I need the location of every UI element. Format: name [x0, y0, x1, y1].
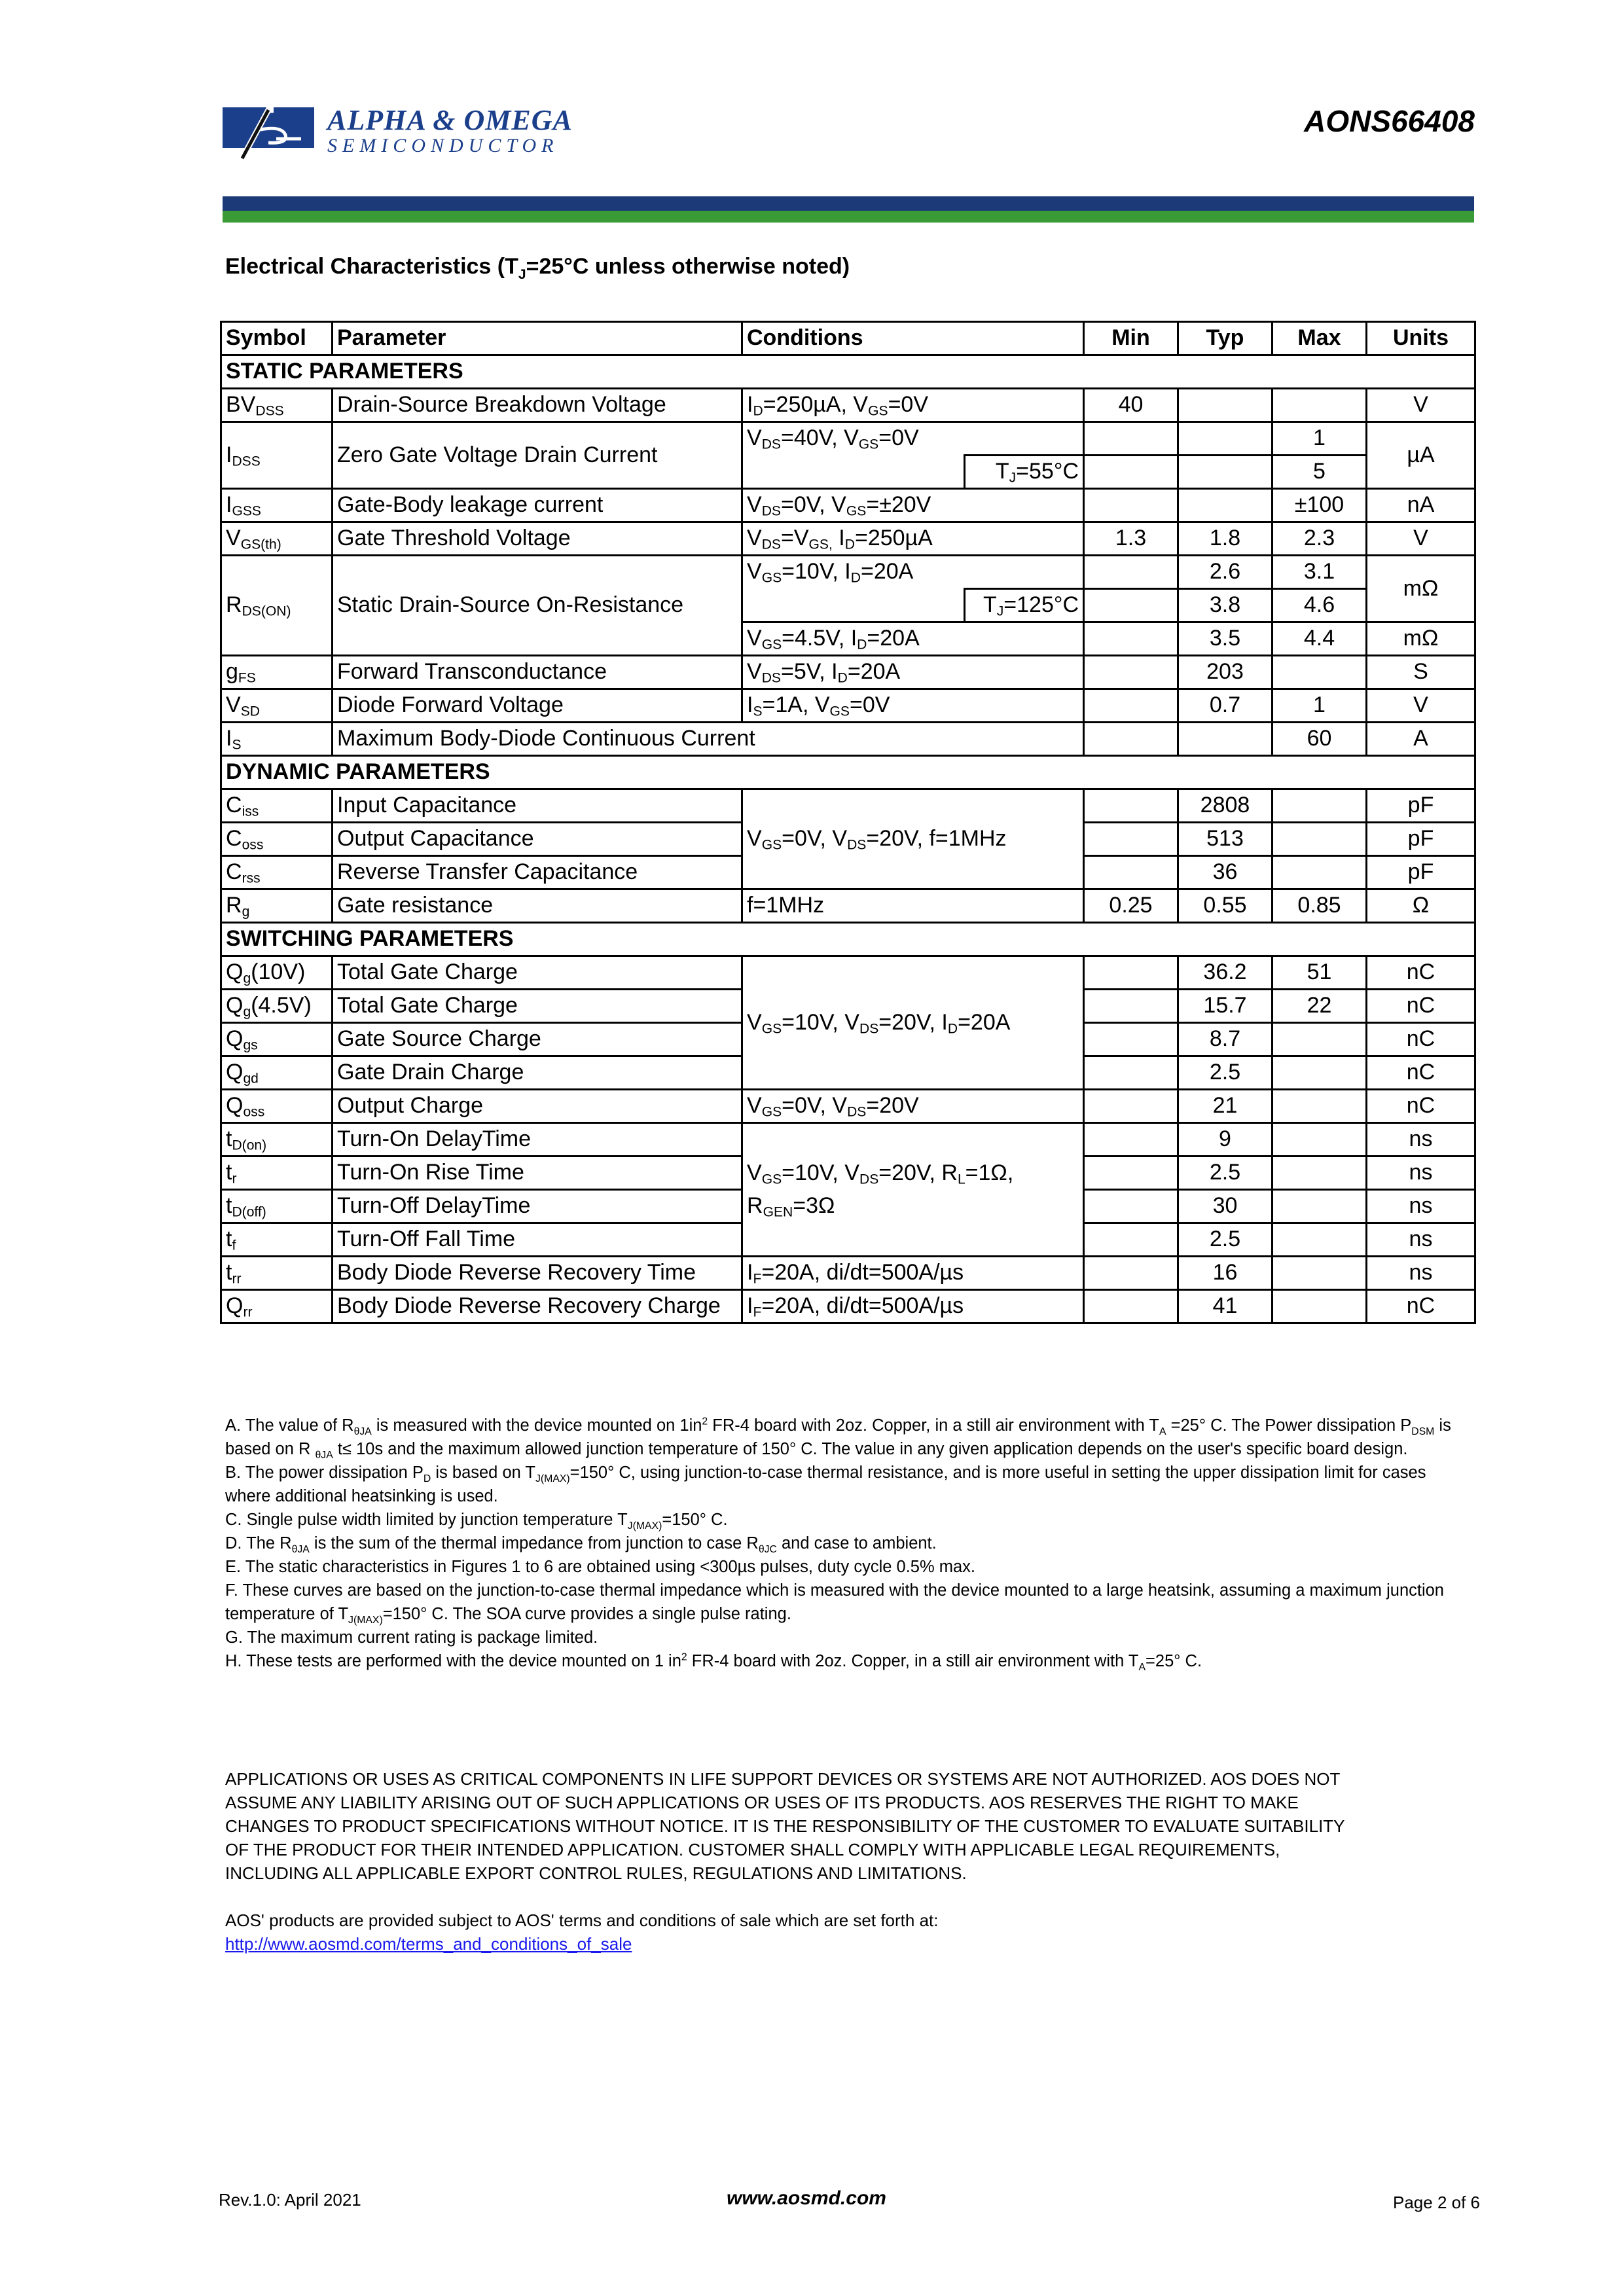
min-cell	[1084, 856, 1178, 889]
max-cell: 4.6	[1272, 589, 1367, 622]
units-cell: nC	[1367, 1023, 1475, 1056]
typ-cell: 41	[1178, 1290, 1272, 1323]
company-subtitle: SEMICONDUCTOR	[327, 135, 559, 156]
conditions-spacer	[742, 456, 965, 489]
symbol-cell: $Q_{rr}$	[221, 1290, 333, 1323]
units-cell: nC	[1367, 1056, 1475, 1090]
note-h: H. These tests are performed with the device mounted on 1 $in^2$ FR-4 board with 2oz. Copper, in a still air environment with $T_A=25^\circ$ C.	[225, 1651, 1202, 1674]
conditions-cell: $I_F=20A$, di/dt=500A/µs	[742, 1257, 1084, 1290]
conditions-cell: $V_{GS}=10V$, $I_D=20A$	[742, 556, 1084, 589]
parameter-cell: Turn-On Rise Time	[333, 1157, 742, 1190]
symbol-cell: $C_{rss}$	[221, 856, 333, 889]
min-cell	[1084, 1023, 1178, 1056]
max-cell	[1272, 1123, 1367, 1157]
symbol-cell: $Q_g(4.5V)$	[221, 990, 333, 1023]
max-cell	[1272, 823, 1367, 856]
typ-cell	[1178, 723, 1272, 756]
units-cell: Ω	[1367, 889, 1475, 923]
header-symbol: Symbol	[221, 322, 333, 355]
min-cell	[1084, 723, 1178, 756]
table-row-qoss	[221, 1090, 1475, 1123]
parameter-cell: Static Drain-Source On-Resistance	[333, 556, 742, 656]
table-row-rdson-10v	[221, 556, 1475, 589]
disclaimer-line: APPLICATIONS OR USES AS CRITICAL COMPONENTS IN LIFE SUPPORT DEVICES OR SYSTEMS ARE NOT AUTHORIZED. AOS DOES NOT	[225, 1769, 1341, 1789]
parameter-cell: Zero Gate Voltage Drain Current	[333, 422, 742, 489]
symbol-cell: $t_r$	[221, 1157, 333, 1190]
units-cell: ns	[1367, 1123, 1475, 1157]
max-cell	[1272, 1090, 1367, 1123]
note-a: A. The value of $R_{\theta JA}$ is measured with the device mounted on $1in^2$ FR-4 board with 2oz. Copper, in a still air environment with $T_A =25^\circ$ C. The Power dissipation $P_{DSM}$ is based on R $_{\theta JA}$ t≤ 10s and the maximum allowed junction temperature of 150° C. The value in any given application depends on the user's specific board design.	[225, 1416, 1451, 1462]
symbol-cell: $Q_g(10V)$	[221, 956, 333, 990]
typ-cell: 15.7	[1178, 990, 1272, 1023]
table-row-tdon	[221, 1123, 1475, 1157]
symbol-cell: $V_{GS(th)}$	[221, 522, 333, 556]
header-max: Max	[1272, 322, 1367, 355]
units-cell: ns	[1367, 1190, 1475, 1223]
min-cell	[1084, 956, 1178, 990]
conditions-cell: $I_D=250\mu A$, $V_{GS}=0V$	[742, 389, 1084, 422]
conditions-cell: $V_{DS}=40V$, $V_{GS}=0V$	[742, 422, 1084, 456]
conditions-spacer	[742, 589, 965, 622]
typ-cell: 8.7	[1178, 1023, 1272, 1056]
min-cell	[1084, 1056, 1178, 1090]
header-band-blue	[223, 196, 1474, 211]
symbol-cell: $BV_{DSS}$	[221, 389, 333, 422]
min-cell	[1084, 656, 1178, 689]
conditions-cell: $V_{GS}=0V$, $V_{DS}=20V$, f=1MHz	[742, 789, 1084, 889]
units-cell: ns	[1367, 1157, 1475, 1190]
conditions-tj-cell: $T_J=55^\circ C$	[965, 456, 1084, 489]
conditions-cell: $V_{DS}=0V$, $V_{GS}=\pm 20V$	[742, 489, 1084, 522]
parameter-cell: Gate resistance	[333, 889, 742, 923]
symbol-cell: $Q_{oss}$	[221, 1090, 333, 1123]
units-cell: pF	[1367, 823, 1475, 856]
conditions-cell: f=1MHz	[742, 889, 1084, 923]
parameter-cell: Input Capacitance	[333, 789, 742, 823]
footer-revision: Rev.1.0: April 2021	[219, 2190, 361, 2210]
table-header-row	[221, 322, 1475, 355]
header-parameter: Parameter	[333, 322, 742, 355]
footer-page-number: Page 2 of 6	[1393, 2193, 1480, 2212]
symbol-cell: $C_{iss}$	[221, 789, 333, 823]
table-row-igss	[221, 489, 1475, 522]
min-cell	[1084, 1190, 1178, 1223]
disclaimer-line: INCLUDING ALL APPLICABLE EXPORT CONTROL RULES, REGULATIONS AND LIMITATIONS.	[225, 1863, 967, 1883]
terms-text: AOS' products are provided subject to AOS' terms and conditions of sale which are set forth at:	[225, 1910, 939, 1930]
parameter-cell: Output Capacitance	[333, 823, 742, 856]
symbol-cell: $I_{GSS}$	[221, 489, 333, 522]
max-cell: 5	[1272, 456, 1367, 489]
units-cell: nC	[1367, 1290, 1475, 1323]
min-cell	[1084, 1223, 1178, 1257]
units-cell: nC	[1367, 990, 1475, 1023]
section-title: Electrical Characteristics ($T_J=25^\circ C$ unless otherwise noted)	[225, 254, 850, 282]
parameter-cell: Gate Drain Charge	[333, 1056, 742, 1090]
max-cell: 0.85	[1272, 889, 1367, 923]
max-cell	[1272, 389, 1367, 422]
parameter-cell: Gate-Body leakage current	[333, 489, 742, 522]
note-g: G. The maximum current rating is package limited.	[225, 1628, 598, 1647]
typ-cell: 30	[1178, 1190, 1272, 1223]
min-cell: 40	[1084, 389, 1178, 422]
typ-cell: 2.5	[1178, 1056, 1272, 1090]
table-row-trr	[221, 1257, 1475, 1290]
conditions-cell: $V_{GS}=10V$, $V_{DS}=20V$, $I_D=20A$	[742, 956, 1084, 1090]
parameter-cell: Forward Transconductance	[333, 656, 742, 689]
max-cell: 1	[1272, 422, 1367, 456]
typ-cell	[1178, 422, 1272, 456]
symbol-cell: $t_{D(off)}$	[221, 1190, 333, 1223]
typ-cell: 0.55	[1178, 889, 1272, 923]
section-row	[221, 756, 1475, 789]
conditions-cell: $V_{DS}=V_{GS,}$ $I_D=250\mu A$	[742, 522, 1084, 556]
typ-cell	[1178, 489, 1272, 522]
typ-cell: 2808	[1178, 789, 1272, 823]
symbol-cell: $I_S$	[221, 723, 333, 756]
max-cell: 1	[1272, 689, 1367, 723]
typ-cell: 0.7	[1178, 689, 1272, 723]
symbol-cell: $Q_{gd}$	[221, 1056, 333, 1090]
units-cell: S	[1367, 656, 1475, 689]
typ-cell: 36	[1178, 856, 1272, 889]
note-d: D. The $R_{\theta JA}$ is the sum of the thermal impedance from junction to case $R_{\theta JC}$ and case to ambient.	[225, 1534, 937, 1556]
max-cell: 22	[1272, 990, 1367, 1023]
footer-website[interactable]: www.aosmd.com	[727, 2187, 886, 2209]
parameter-cell: Gate Source Charge	[333, 1023, 742, 1056]
max-cell: 2.3	[1272, 522, 1367, 556]
symbol-cell: $t_f$	[221, 1223, 333, 1257]
table-row-qrr	[221, 1290, 1475, 1323]
parameter-cell: Gate Threshold Voltage	[333, 522, 742, 556]
section-row	[221, 923, 1475, 956]
typ-cell	[1178, 456, 1272, 489]
part-number: AONS66408	[1304, 104, 1475, 138]
units-cell: V	[1367, 522, 1475, 556]
symbol-cell: $V_{SD}$	[221, 689, 333, 723]
note-e: E. The static characteristics in Figures 1 to 6 are obtained using <300µs pulses, duty cycle 0.5% max.	[225, 1558, 976, 1576]
conditions-cell: $V_{DS}=5V$, $I_D=20A$	[742, 656, 1084, 689]
typ-cell: 21	[1178, 1090, 1272, 1123]
typ-cell: 2.5	[1178, 1223, 1272, 1257]
section-row	[221, 355, 1475, 389]
min-cell	[1084, 823, 1178, 856]
header-min: Min	[1084, 322, 1178, 355]
section-switching: SWITCHING PARAMETERS	[221, 923, 1475, 956]
parameter-cell: Total Gate Charge	[333, 990, 742, 1023]
footnotes	[225, 1414, 1469, 1673]
max-cell	[1272, 656, 1367, 689]
symbol-cell: $R_g$	[221, 889, 333, 923]
min-cell	[1084, 456, 1178, 489]
max-cell	[1272, 1157, 1367, 1190]
max-cell	[1272, 1290, 1367, 1323]
disclaimer-line: ASSUME ANY LIABILITY ARISING OUT OF SUCH APPLICATIONS OR USES OF ITS PRODUCTS. AOS RESERVES THE RIGHT TO MAKE	[225, 1793, 1299, 1812]
max-cell	[1272, 1023, 1367, 1056]
min-cell	[1084, 556, 1178, 589]
section-static: STATIC PARAMETERS	[221, 355, 1475, 389]
table-row-idss	[221, 422, 1475, 456]
conditions-cell: $I_S=1A$, $V_{GS}=0V$	[742, 689, 1084, 723]
table-row-ciss	[221, 789, 1475, 823]
units-cell: pF	[1367, 856, 1475, 889]
units-cell: µA	[1367, 422, 1475, 489]
typ-cell: 513	[1178, 823, 1272, 856]
units-cell: V	[1367, 389, 1475, 422]
header-typ: Typ	[1178, 322, 1272, 355]
typ-cell	[1178, 389, 1272, 422]
max-cell: 51	[1272, 956, 1367, 990]
units-cell: mΩ	[1367, 622, 1475, 656]
units-cell: ns	[1367, 1257, 1475, 1290]
symbol-cell: $Q_{gs}$	[221, 1023, 333, 1056]
alpha-omega-logo-icon	[223, 103, 314, 161]
table-row-vsd	[221, 689, 1475, 723]
typ-cell: 2.6	[1178, 556, 1272, 589]
symbol-cell: $g_{FS}$	[221, 656, 333, 689]
header-conditions: Conditions	[742, 322, 1084, 355]
min-cell	[1084, 1157, 1178, 1190]
conditions-cell: $V_{GS}=0V$, $V_{DS}=20V$	[742, 1090, 1084, 1123]
parameter-cell: Turn-On DelayTime	[333, 1123, 742, 1157]
units-cell: nC	[1367, 1090, 1475, 1123]
table-row-vgsth	[221, 522, 1475, 556]
typ-cell: 9	[1178, 1123, 1272, 1157]
note-c: C. Single pulse width limited by junction temperature $T_{J(MAX)}=150^\circ$ C.	[225, 1511, 728, 1532]
typ-cell: 3.8	[1178, 589, 1272, 622]
symbol-cell: $R_{DS(ON)}$	[221, 556, 333, 656]
conditions-tj-cell: $T_J=125^\circ C$	[965, 589, 1084, 622]
table-row-is	[221, 723, 1475, 756]
electrical-characteristics-table	[220, 321, 1476, 1324]
disclaimer-line: CHANGES TO PRODUCT SPECIFICATIONS WITHOUT NOTICE. IT IS THE RESPONSIBILITY OF THE CUSTOMER TO EVALUATE SUITABILITY	[225, 1816, 1345, 1836]
min-cell	[1084, 1090, 1178, 1123]
min-cell	[1084, 422, 1178, 456]
parameter-cell: Diode Forward Voltage	[333, 689, 742, 723]
note-f: F. These curves are based on the junction-to-case thermal impedance which is measured with the device mounted to a large heatsink, assuming a maximum junction temperature of $T_{J(MAX)}=150^\circ$ C. The SOA curve provides a single pulse rating.	[225, 1581, 1444, 1626]
parameter-cell: Turn-Off DelayTime	[333, 1190, 742, 1223]
parameter-cell: Reverse Transfer Capacitance	[333, 856, 742, 889]
min-cell	[1084, 589, 1178, 622]
units-cell: nC	[1367, 956, 1475, 990]
parameter-cell: Output Charge	[333, 1090, 742, 1123]
units-cell: nA	[1367, 489, 1475, 522]
min-cell	[1084, 1123, 1178, 1157]
legal-disclaimer	[225, 1767, 1469, 1956]
units-cell: pF	[1367, 789, 1475, 823]
symbol-cell: $t_{rr}$	[221, 1257, 333, 1290]
symbol-cell: $I_{DSS}$	[221, 422, 333, 489]
min-cell	[1084, 489, 1178, 522]
units-cell: A	[1367, 723, 1475, 756]
company-logo	[223, 103, 314, 161]
table-row-qg-10v	[221, 956, 1475, 990]
conditions-cell: $I_F=20A$, di/dt=500A/µs	[742, 1290, 1084, 1323]
max-cell	[1272, 1257, 1367, 1290]
header-band-green	[223, 211, 1474, 223]
min-cell	[1084, 1257, 1178, 1290]
parameter-cell: Total Gate Charge	[333, 956, 742, 990]
table-row-bvdss	[221, 389, 1475, 422]
min-cell	[1084, 689, 1178, 723]
max-cell	[1272, 856, 1367, 889]
min-cell	[1084, 1290, 1178, 1323]
min-cell: 1.3	[1084, 522, 1178, 556]
parameter-cell: Body Diode Reverse Recovery Time	[333, 1257, 742, 1290]
typ-cell: 16	[1178, 1257, 1272, 1290]
max-cell	[1272, 1190, 1367, 1223]
company-name: ALPHA & OMEGA	[327, 104, 573, 136]
min-cell	[1084, 789, 1178, 823]
max-cell: 4.4	[1272, 622, 1367, 656]
disclaimer-line: OF THE PRODUCT FOR THEIR INTENDED APPLICATION. CUSTOMER SHALL COMPLY WITH APPLICABLE LEGAL REQUIREMENTS,	[225, 1840, 1280, 1859]
max-cell	[1272, 1056, 1367, 1090]
max-cell: ±100	[1272, 489, 1367, 522]
section-dynamic: DYNAMIC PARAMETERS	[221, 756, 1475, 789]
typ-cell: 203	[1178, 656, 1272, 689]
parameter-cell: Turn-Off Fall Time	[333, 1223, 742, 1257]
max-cell: 3.1	[1272, 556, 1367, 589]
symbol-cell: $C_{oss}$	[221, 823, 333, 856]
conditions-cell: $V_{GS}=10V$, $V_{DS}=20V$, $R_L=1\Omega$, $R_{GEN}=3\Omega$	[742, 1123, 1084, 1257]
header-units: Units	[1367, 322, 1475, 355]
units-cell: V	[1367, 689, 1475, 723]
typ-cell: 1.8	[1178, 522, 1272, 556]
typ-cell: 2.5	[1178, 1157, 1272, 1190]
symbol-cell: $t_{D(on)}$	[221, 1123, 333, 1157]
typ-cell: 3.5	[1178, 622, 1272, 656]
min-cell	[1084, 990, 1178, 1023]
units-cell: ns	[1367, 1223, 1475, 1257]
units-cell: mΩ	[1367, 556, 1475, 622]
table-row-rg	[221, 889, 1475, 923]
max-cell: 60	[1272, 723, 1367, 756]
note-b: B. The power dissipation $P_D$ is based on $T_{J(MAX)}=150^\circ$ C, using junction-to-case thermal resistance, and is more useful in setting the upper dissipation limit for cases where additional heatsinking is used.	[225, 1463, 1426, 1505]
parameter-cell: Drain-Source Breakdown Voltage	[333, 389, 742, 422]
parameter-cell: Maximum Body-Diode Continuous Current	[333, 723, 1084, 756]
min-cell	[1084, 622, 1178, 656]
typ-cell: 36.2	[1178, 956, 1272, 990]
terms-link[interactable]: http://www.aosmd.com/terms_and_conditions_of_sale	[225, 1934, 632, 1954]
min-cell: 0.25	[1084, 889, 1178, 923]
max-cell	[1272, 789, 1367, 823]
max-cell	[1272, 1223, 1367, 1257]
parameter-cell: Body Diode Reverse Recovery Charge	[333, 1290, 742, 1323]
table-row-gfs	[221, 656, 1475, 689]
conditions-cell: $V_{GS}=4.5V$, $I_D=20A$	[742, 622, 1084, 656]
